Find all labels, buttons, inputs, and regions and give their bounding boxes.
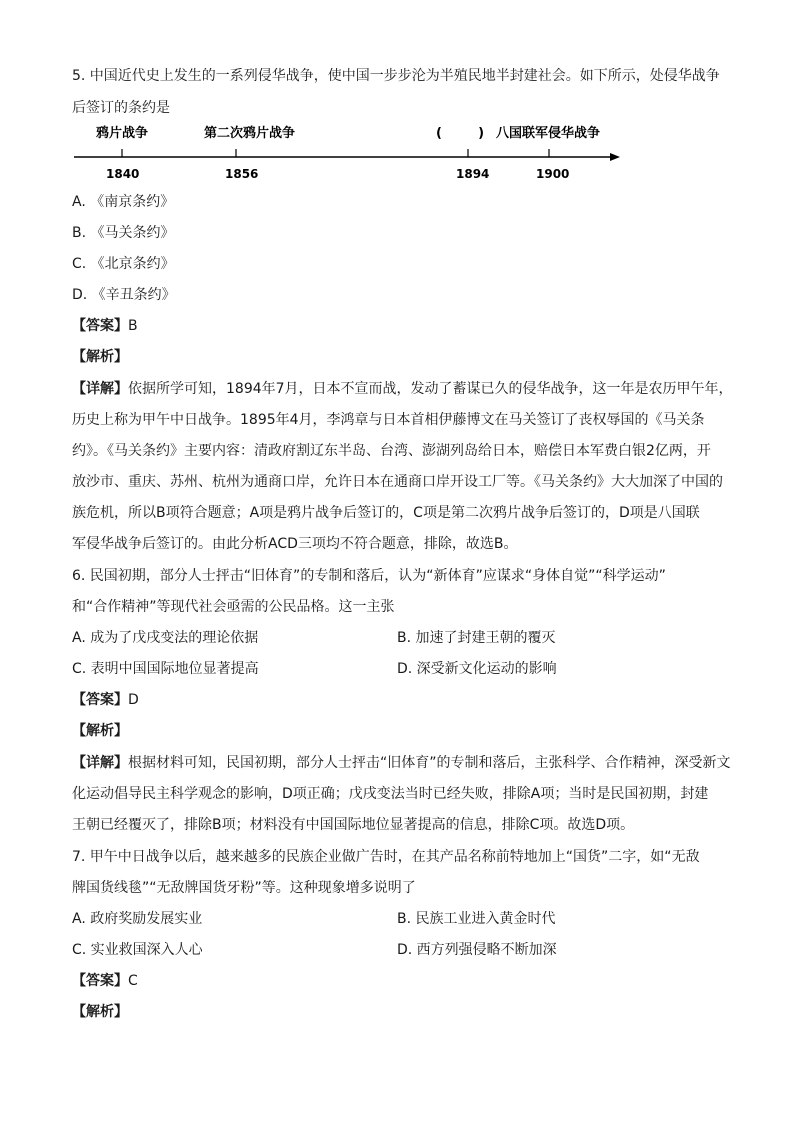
q5-option-c: C. 《北京条约》 [72, 256, 175, 272]
timeline-event-label: 第二次鸦片战争 [204, 126, 296, 141]
timeline-year-label: 1840 [106, 167, 140, 181]
timeline-arrow [610, 153, 620, 161]
detail-tag: 【详解】 [72, 381, 128, 397]
answer-tag: 【答案】 [72, 973, 128, 989]
q6-analysis-tag [72, 721, 732, 741]
q5-detail-line6: 军侵华战争后签订的。由此分析ACD三项均不符合题意，排除，故选B。 [72, 536, 518, 552]
q6-detail-line3: 王朝已经覆灭了，排除B项；材料没有中国国际地位显著提高的信息，排除C项。故选D项。 [72, 817, 635, 833]
timeline-event-label: 鸦片战争 [96, 126, 149, 141]
q6-stem-line2: 和“合作精神”等现代社会亟需的公民品格。这一主张 [72, 599, 395, 615]
q7-stem-line2: 牌国货线毯”“无敌牌国货牙粉”等。这种现象增多说明了 [72, 880, 416, 896]
answer-tag: 【答案】 [72, 692, 128, 708]
q7-option-c: C. 实业救国深入人心 [72, 942, 203, 958]
q6-stem-line1: 6. 民国初期，部分人士抨击“旧体育”的专制和落后，认为“新体育”应谋求“身体自觉”“科学运动” [72, 568, 666, 584]
q7-options-row2 [72, 940, 732, 960]
q5-option-d: D. 《辛丑条约》 [72, 287, 176, 303]
q5-detail-line3: 约》。《马关条约》主要内容：清政府割辽东半岛、台湾、澎湖列岛给日本，赔偿日本军费白银2亿两，开 [72, 443, 711, 459]
answer-value: B [128, 318, 138, 334]
answer-tag: 【答案】 [72, 318, 128, 334]
q6-option-d: D. 深受新文化运动的影响 [397, 661, 557, 677]
q5-detail-line4: 放沙市、重庆、苏州、杭州为通商口岸，允许日本在通商口岸开设工厂等。《马关条约》大大加深了中国的 [72, 474, 723, 490]
q5-detail-line2: 历史上称为甲午中日战争。1895年4月，李鸿章与日本首相伊藤博文在马关签订了丧权辱国的《马关条 [72, 412, 705, 428]
timeline-svg [72, 120, 632, 190]
detail-text: 根据材料可知，民国初期，部分人士抨击“旧体育”的专制和落后，主张科学、合作精神，深受新文 [128, 755, 731, 771]
analysis-tag: 【解析】 [72, 723, 128, 739]
q6-option-c: C. 表明中国国际地位显著提高 [72, 661, 259, 677]
q6-options-row2 [72, 659, 732, 679]
q6-option-a: A. 成为了戊戌变法的理论依据 [72, 630, 259, 646]
q5-detail-line5: 族危机，所以B项符合题意；A项是鸦片战争后签订的，C项是第二次鸦片战争后签订的，D项是八国联 [72, 505, 700, 521]
detail-text: 依据所学可知，1894年7月，日本不宣而战，发动了蓄谋已久的侵华战争，这一年是农历甲午年， [128, 381, 733, 397]
q7-analysis-tag [72, 1002, 732, 1022]
q6-options-row1 [72, 628, 732, 648]
q6-detail-line1 [72, 753, 732, 773]
timeline-year-label: 1900 [536, 167, 570, 181]
q7-stem-line1: 7. 甲午中日战争以后，越来越多的民族企业做广告时，在其产品名称前特地加上“国货”二字，如“无敌 [72, 849, 700, 865]
q5-detail-line1 [72, 379, 732, 399]
q7-option-d: D. 西方列强侵略不断加深 [397, 942, 557, 958]
answer-value: D [128, 692, 139, 708]
analysis-tag: 【解析】 [72, 1004, 128, 1020]
q5-option-a: A. 《南京条约》 [72, 194, 175, 210]
q7-answer [72, 971, 732, 991]
q6-answer [72, 690, 732, 710]
q5-timeline [72, 120, 632, 190]
timeline-event-label: 八国联军侵华战争 [496, 126, 601, 141]
q7-option-a: A. 政府奖励发展实业 [72, 911, 203, 927]
q7-option-b: B. 民族工业进入黄金时代 [397, 911, 556, 927]
q5-stem-line2: 后签订的条约是 [72, 100, 170, 116]
q5-stem-line1: 5. 中国近代史上发生的一系列侵华战争，使中国一步步沦为半殖民地半封建社会。如下所示，处侵华战争 [72, 68, 720, 84]
timeline-event-label: ( ) [436, 126, 485, 141]
answer-value: C [128, 973, 138, 989]
q6-detail-line2: 化运动倡导民主科学观念的影响，D项正确；戊戌变法当时已经失败，排除A项；当时是民国初期，封建 [72, 786, 709, 802]
q7-options-row1 [72, 909, 732, 929]
detail-tag: 【详解】 [72, 755, 128, 771]
q5-analysis-tag [72, 347, 732, 367]
timeline-year-label: 1856 [225, 167, 259, 181]
analysis-tag: 【解析】 [72, 349, 128, 365]
q6-option-b: B. 加速了封建王朝的覆灭 [397, 630, 556, 646]
q5-option-b: B. 《马关条约》 [72, 225, 175, 241]
q5-answer [72, 316, 732, 336]
timeline-year-label: 1894 [456, 167, 490, 181]
